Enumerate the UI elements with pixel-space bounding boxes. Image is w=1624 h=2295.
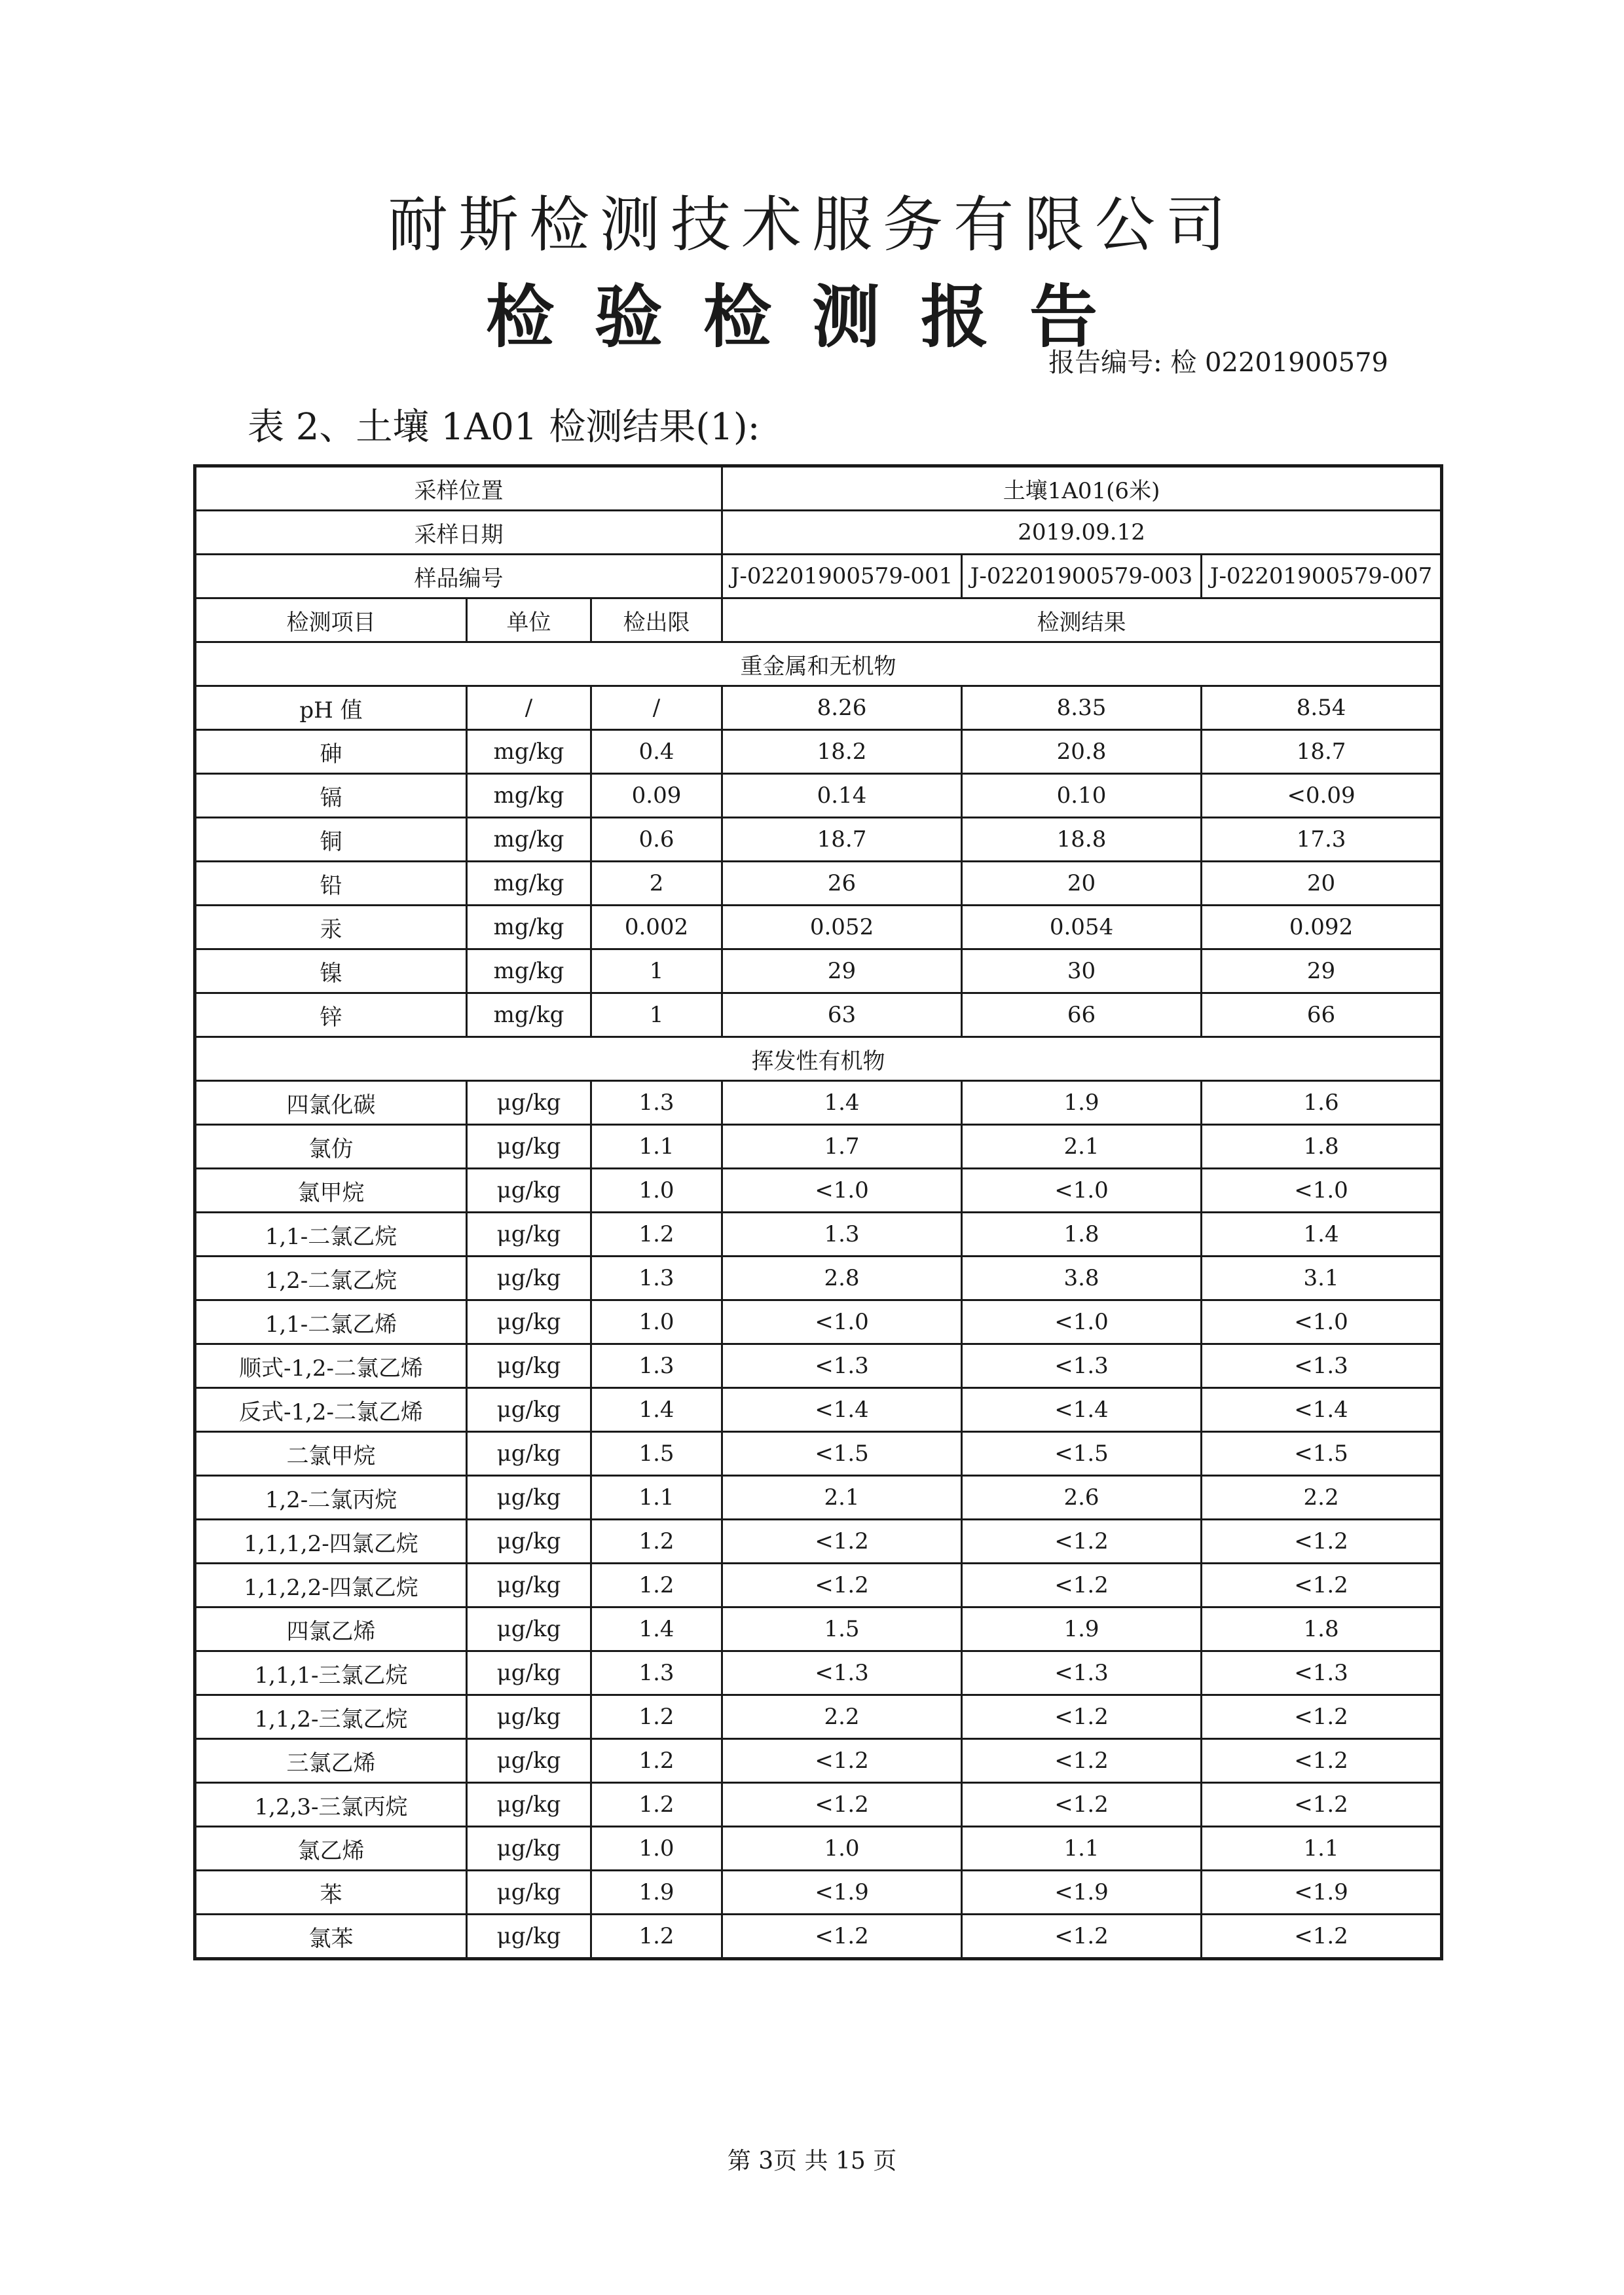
column-header-item: 检测项目 — [195, 598, 467, 642]
result-cell: <1.2 — [1202, 1564, 1442, 1607]
result-cell: <1.2 — [1202, 1783, 1442, 1827]
limit-cell: 1.3 — [591, 1344, 722, 1388]
unit-cell: μg/kg — [467, 1300, 591, 1344]
table-row — [195, 1388, 1442, 1432]
result-cell: <1.3 — [1202, 1344, 1442, 1388]
limit-cell: 1.2 — [591, 1564, 722, 1607]
item-cell: 1,1-二氯乙烯 — [195, 1300, 467, 1344]
unit-cell: μg/kg — [467, 1257, 591, 1300]
unit-cell: mg/kg — [467, 949, 591, 993]
item-cell: 1,1,1-三氯乙烷 — [195, 1651, 467, 1695]
result-cell: 2.6 — [962, 1476, 1202, 1520]
result-cell: <1.2 — [722, 1915, 962, 1959]
result-cell: 1.4 — [1202, 1213, 1442, 1257]
result-cell: 30 — [962, 949, 1202, 993]
sampling-date-row — [195, 511, 1442, 555]
column-header-result: 检测结果 — [722, 598, 1442, 642]
sample-number-1: J-02201900579-001 — [722, 555, 962, 598]
limit-cell: 1.0 — [591, 1169, 722, 1213]
result-cell: <1.2 — [722, 1520, 962, 1564]
result-cell: 26 — [722, 862, 962, 906]
limit-cell: 1.2 — [591, 1783, 722, 1827]
unit-cell: μg/kg — [467, 1344, 591, 1388]
sampling-location-value: 土壤1A01(6米) — [722, 466, 1442, 511]
result-cell: 29 — [1202, 949, 1442, 993]
unit-cell: μg/kg — [467, 1915, 591, 1959]
result-cell: 1.3 — [722, 1213, 962, 1257]
result-cell: 1.1 — [1202, 1827, 1442, 1871]
limit-cell: 1.4 — [591, 1388, 722, 1432]
item-cell: 锌 — [195, 993, 467, 1037]
unit-cell: μg/kg — [467, 1213, 591, 1257]
limit-cell: 0.4 — [591, 730, 722, 774]
table-row — [195, 1651, 1442, 1695]
result-cell: <1.2 — [1202, 1739, 1442, 1783]
column-header-row — [195, 598, 1442, 642]
unit-cell: mg/kg — [467, 993, 591, 1037]
table-row — [195, 1344, 1442, 1388]
unit-cell: μg/kg — [467, 1607, 591, 1651]
unit-cell: mg/kg — [467, 906, 591, 949]
unit-cell: μg/kg — [467, 1520, 591, 1564]
table-row — [195, 1564, 1442, 1607]
limit-cell: 1.2 — [591, 1213, 722, 1257]
result-cell: <1.2 — [1202, 1915, 1442, 1959]
result-cell: 1.8 — [1202, 1607, 1442, 1651]
unit-cell: mg/kg — [467, 774, 591, 818]
limit-cell: 1.2 — [591, 1915, 722, 1959]
result-cell: 20 — [1202, 862, 1442, 906]
limit-cell: 1 — [591, 949, 722, 993]
limit-cell: 1.3 — [591, 1257, 722, 1300]
limit-cell: 1.2 — [591, 1695, 722, 1739]
result-cell: <1.2 — [962, 1564, 1202, 1607]
limit-cell: 1.3 — [591, 1651, 722, 1695]
unit-cell: μg/kg — [467, 1564, 591, 1607]
item-cell: 四氯乙烯 — [195, 1607, 467, 1651]
item-cell: 氯仿 — [195, 1125, 467, 1169]
table-row — [195, 862, 1442, 906]
table-row — [195, 1871, 1442, 1915]
unit-cell: μg/kg — [467, 1432, 591, 1476]
sampling-location-label: 采样位置 — [195, 466, 722, 511]
unit-cell: μg/kg — [467, 1125, 591, 1169]
result-cell: 18.2 — [722, 730, 962, 774]
company-name: 耐斯检测技术服务有限公司 — [387, 190, 1236, 260]
item-cell: 1,2-二氯乙烷 — [195, 1257, 467, 1300]
item-cell: 1,1,1,2-四氯乙烷 — [195, 1520, 467, 1564]
result-cell: <1.9 — [722, 1871, 962, 1915]
limit-cell: 1.2 — [591, 1520, 722, 1564]
result-cell: <1.5 — [962, 1432, 1202, 1476]
result-cell: <1.0 — [1202, 1300, 1442, 1344]
table-row — [195, 1607, 1442, 1651]
results-table-body — [195, 466, 1442, 1959]
result-cell: <1.0 — [962, 1300, 1202, 1344]
table-row — [195, 686, 1442, 730]
result-cell: <1.4 — [962, 1388, 1202, 1432]
section-title: 挥发性有机物 — [195, 1037, 1442, 1081]
limit-cell: 1.1 — [591, 1476, 722, 1520]
section-row — [195, 642, 1442, 686]
item-cell: 镍 — [195, 949, 467, 993]
result-cell: 3.1 — [1202, 1257, 1442, 1300]
unit-cell: μg/kg — [467, 1739, 591, 1783]
unit-cell: μg/kg — [467, 1169, 591, 1213]
result-cell: 2.1 — [962, 1125, 1202, 1169]
item-cell: 1,1-二氯乙烷 — [195, 1213, 467, 1257]
limit-cell: 0.09 — [591, 774, 722, 818]
table-row — [195, 1739, 1442, 1783]
unit-cell: μg/kg — [467, 1783, 591, 1827]
result-cell: 1.8 — [1202, 1125, 1442, 1169]
result-cell: <1.5 — [1202, 1432, 1442, 1476]
table-row — [195, 1169, 1442, 1213]
result-cell: <1.2 — [962, 1695, 1202, 1739]
result-cell: <1.2 — [1202, 1520, 1442, 1564]
result-cell: 0.14 — [722, 774, 962, 818]
sampling-location-row — [195, 466, 1442, 511]
report-title: 检验检测报告 — [485, 277, 1138, 357]
table-row — [195, 730, 1442, 774]
unit-cell: mg/kg — [467, 862, 591, 906]
item-cell: 1,1,2-三氯乙烷 — [195, 1695, 467, 1739]
result-cell: 1.0 — [722, 1827, 962, 1871]
result-cell: <1.0 — [722, 1300, 962, 1344]
result-cell: <1.2 — [722, 1564, 962, 1607]
result-cell: 1.1 — [962, 1827, 1202, 1871]
item-cell: 苯 — [195, 1871, 467, 1915]
result-cell: <1.3 — [962, 1344, 1202, 1388]
table-row — [195, 1081, 1442, 1125]
unit-cell: μg/kg — [467, 1081, 591, 1125]
table-title: 表 2、土壤 1A01 检测结果(1): — [248, 406, 760, 449]
table-row — [195, 906, 1442, 949]
result-cell: 17.3 — [1202, 818, 1442, 862]
result-cell: 0.10 — [962, 774, 1202, 818]
sample-number-2: J-02201900579-003 — [962, 555, 1202, 598]
result-cell: 2.2 — [1202, 1476, 1442, 1520]
table-row — [195, 1125, 1442, 1169]
result-cell: 8.54 — [1202, 686, 1442, 730]
section-title: 重金属和无机物 — [195, 642, 1442, 686]
result-cell: 29 — [722, 949, 962, 993]
item-cell: 1,1,2,2-四氯乙烷 — [195, 1564, 467, 1607]
result-cell: 1.4 — [722, 1081, 962, 1125]
limit-cell: 1 — [591, 993, 722, 1037]
result-cell: 0.054 — [962, 906, 1202, 949]
result-cell: <1.0 — [962, 1169, 1202, 1213]
result-cell: <1.2 — [962, 1915, 1202, 1959]
result-cell: <1.3 — [962, 1651, 1202, 1695]
item-cell: 氯乙烯 — [195, 1827, 467, 1871]
limit-cell: / — [591, 686, 722, 730]
limit-cell: 0.6 — [591, 818, 722, 862]
result-cell: <1.3 — [1202, 1651, 1442, 1695]
item-cell: 四氯化碳 — [195, 1081, 467, 1125]
result-cell: 18.8 — [962, 818, 1202, 862]
result-cell: <1.3 — [722, 1344, 962, 1388]
result-cell: <1.2 — [722, 1739, 962, 1783]
sampling-date-value: 2019.09.12 — [722, 511, 1442, 555]
result-cell: <1.4 — [1202, 1388, 1442, 1432]
limit-cell: 1.3 — [591, 1081, 722, 1125]
table-row — [195, 1695, 1442, 1739]
unit-cell: / — [467, 686, 591, 730]
result-cell: 2.2 — [722, 1695, 962, 1739]
result-cell: 0.052 — [722, 906, 962, 949]
table-row — [195, 774, 1442, 818]
limit-cell: 1.2 — [591, 1739, 722, 1783]
limit-cell: 2 — [591, 862, 722, 906]
table-row — [195, 993, 1442, 1037]
sample-number-3: J-02201900579-007 — [1202, 555, 1442, 598]
results-table — [193, 464, 1443, 1960]
column-header-limit: 检出限 — [591, 598, 722, 642]
section-row — [195, 1037, 1442, 1081]
table-row — [195, 1827, 1442, 1871]
result-cell: 20 — [962, 862, 1202, 906]
item-cell: 1,2-二氯丙烷 — [195, 1476, 467, 1520]
item-cell: 砷 — [195, 730, 467, 774]
result-cell: 1.7 — [722, 1125, 962, 1169]
table-row — [195, 949, 1442, 993]
unit-cell: μg/kg — [467, 1476, 591, 1520]
result-cell: <1.2 — [962, 1739, 1202, 1783]
result-cell: 1.9 — [962, 1081, 1202, 1125]
page-footer: 第 3页 共 15 页 — [727, 2148, 897, 2175]
table-row — [195, 1432, 1442, 1476]
result-cell: 8.26 — [722, 686, 962, 730]
limit-cell: 0.002 — [591, 906, 722, 949]
result-cell: <1.2 — [962, 1783, 1202, 1827]
result-cell: 18.7 — [722, 818, 962, 862]
item-cell: 反式-1,2-二氯乙烯 — [195, 1388, 467, 1432]
result-cell: 0.092 — [1202, 906, 1442, 949]
limit-cell: 1.0 — [591, 1827, 722, 1871]
item-cell: 顺式-1,2-二氯乙烯 — [195, 1344, 467, 1388]
sample-number-row — [195, 555, 1442, 598]
result-cell: 20.8 — [962, 730, 1202, 774]
result-cell: 2.1 — [722, 1476, 962, 1520]
result-cell: <1.9 — [962, 1871, 1202, 1915]
limit-cell: 1.0 — [591, 1300, 722, 1344]
item-cell: pH 值 — [195, 686, 467, 730]
column-header-unit: 单位 — [467, 598, 591, 642]
item-cell: 氯甲烷 — [195, 1169, 467, 1213]
table-row — [195, 1257, 1442, 1300]
result-cell: 1.6 — [1202, 1081, 1442, 1125]
result-cell: 1.9 — [962, 1607, 1202, 1651]
item-cell: 铜 — [195, 818, 467, 862]
result-cell: <1.2 — [722, 1783, 962, 1827]
table-row — [195, 1300, 1442, 1344]
limit-cell: 1.9 — [591, 1871, 722, 1915]
table-row — [195, 1783, 1442, 1827]
result-cell: 18.7 — [1202, 730, 1442, 774]
table-row — [195, 1476, 1442, 1520]
report-number: 报告编号: 检 02201900579 — [1048, 348, 1388, 378]
table-row — [195, 1520, 1442, 1564]
result-cell: <1.3 — [722, 1651, 962, 1695]
unit-cell: μg/kg — [467, 1695, 591, 1739]
unit-cell: mg/kg — [467, 730, 591, 774]
result-cell: 1.5 — [722, 1607, 962, 1651]
sample-number-label: 样品编号 — [195, 555, 722, 598]
limit-cell: 1.5 — [591, 1432, 722, 1476]
result-cell: 8.35 — [962, 686, 1202, 730]
result-cell: <1.2 — [962, 1520, 1202, 1564]
item-cell: 铅 — [195, 862, 467, 906]
result-cell: <1.9 — [1202, 1871, 1442, 1915]
unit-cell: μg/kg — [467, 1827, 591, 1871]
unit-cell: μg/kg — [467, 1388, 591, 1432]
result-cell: 1.8 — [962, 1213, 1202, 1257]
table-row — [195, 1915, 1442, 1959]
result-cell: <1.5 — [722, 1432, 962, 1476]
unit-cell: μg/kg — [467, 1871, 591, 1915]
unit-cell: μg/kg — [467, 1651, 591, 1695]
item-cell: 氯苯 — [195, 1915, 467, 1959]
result-cell: <1.2 — [1202, 1695, 1442, 1739]
result-cell: <0.09 — [1202, 774, 1442, 818]
result-cell: 2.8 — [722, 1257, 962, 1300]
sampling-date-label: 采样日期 — [195, 511, 722, 555]
item-cell: 二氯甲烷 — [195, 1432, 467, 1476]
table-row — [195, 818, 1442, 862]
result-cell: 66 — [1202, 993, 1442, 1037]
limit-cell: 1.1 — [591, 1125, 722, 1169]
result-cell: 3.8 — [962, 1257, 1202, 1300]
item-cell: 镉 — [195, 774, 467, 818]
table-row — [195, 1213, 1442, 1257]
item-cell: 汞 — [195, 906, 467, 949]
item-cell: 三氯乙烯 — [195, 1739, 467, 1783]
result-cell: <1.0 — [1202, 1169, 1442, 1213]
result-cell: <1.0 — [722, 1169, 962, 1213]
result-cell: <1.4 — [722, 1388, 962, 1432]
result-cell: 63 — [722, 993, 962, 1037]
limit-cell: 1.4 — [591, 1607, 722, 1651]
result-cell: 66 — [962, 993, 1202, 1037]
item-cell: 1,2,3-三氯丙烷 — [195, 1783, 467, 1827]
unit-cell: mg/kg — [467, 818, 591, 862]
